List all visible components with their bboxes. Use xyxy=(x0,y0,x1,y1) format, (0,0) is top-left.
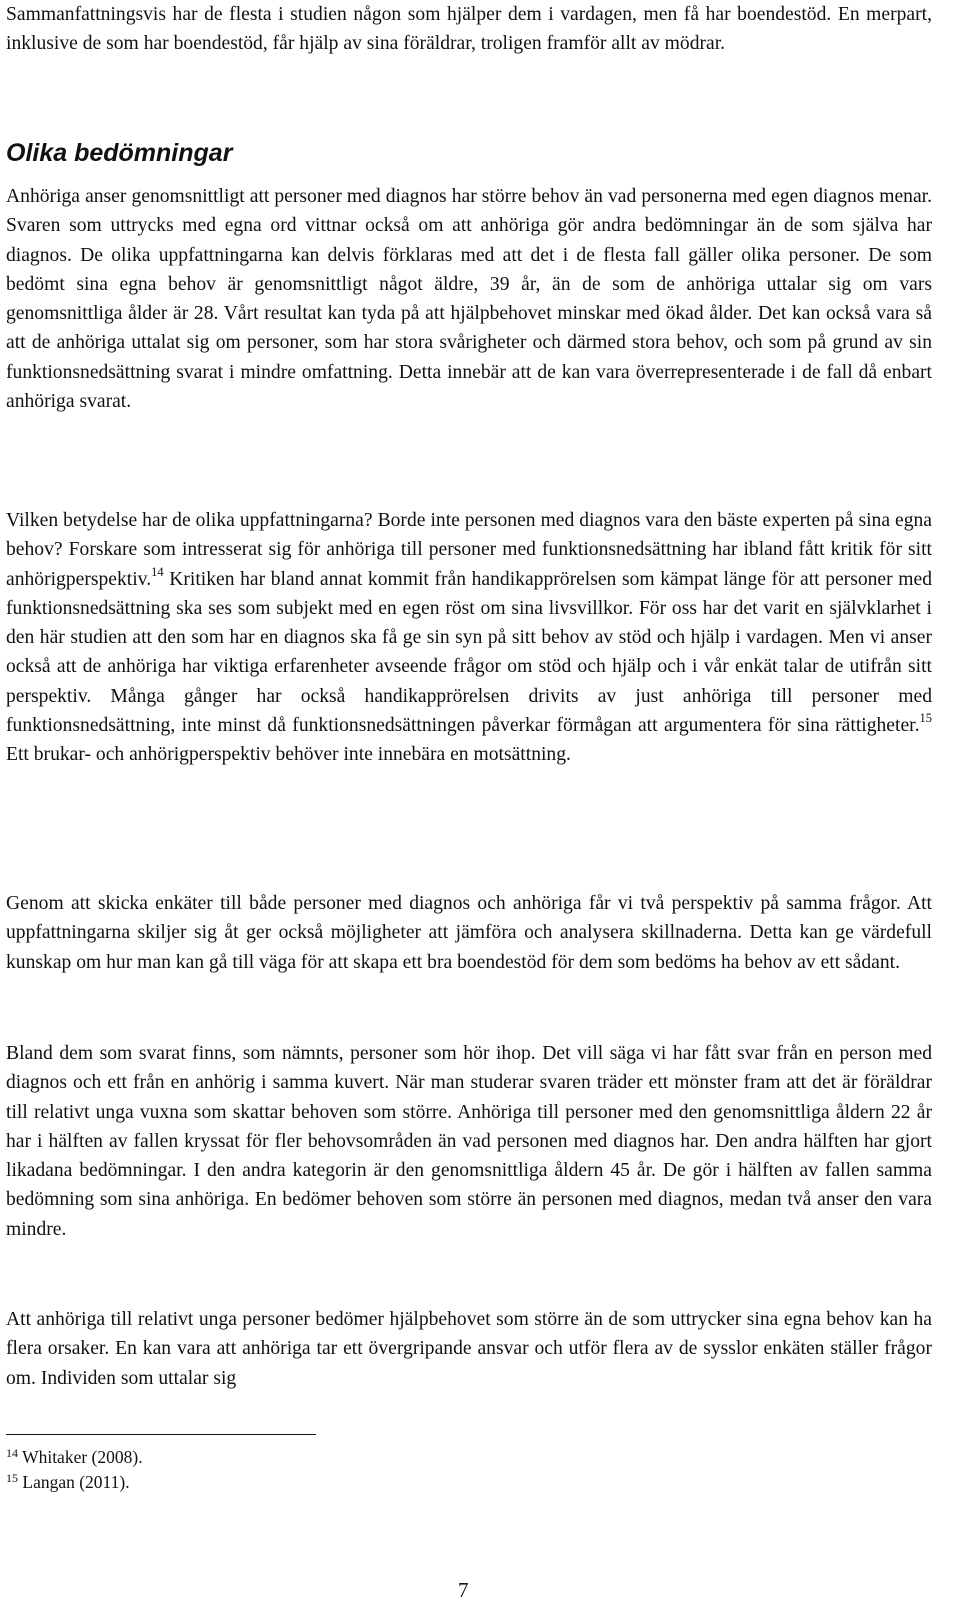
footnote-number: 15 xyxy=(6,1471,18,1485)
paragraph-young-persons: Att anhöriga till relativt unga personer bedömer hjälpbehovet som större än de som uttrycker sina egna behov kan ha flera orsaker. En kan vara att anhöriga tar ett övergripande ansvar och utför flera av de sysslor enkäten ställer frågor om. Individen som uttalar sig xyxy=(6,1309,932,1389)
footnote-text: Langan (2011). xyxy=(22,1472,130,1492)
paragraph-perspectives xyxy=(6,506,932,770)
paragraph-assessments: Anhöriga anser genomsnittligt att personer med diagnos har större behov än vad personerna med egen diagnos menar. Svaren som uttrycks med egna ord vittnar också om att anhöriga gör andra bedömningar än de som själva har diagnos. De olika uppfattningarna kan delvis förklaras med att det i de flesta fall gäller olika personer. De som bedömt sina egna behov är genomsnittligt något äldre, 39 år, än de som de anhöriga uttalar sig om vars genomsnittliga ålder är 28. Vårt resultat kan tyda på att hjälpbehovet minskar med ökad ålder. Det kan också vara så att de anhöriga uttalat sig om personer, som har stora svårigheter och därmed stora behov, och som på grund av sin funktionsnedsättning svarat i mindre omfattning. Detta innebär att de kan vara överrepresenterade i de fall då enbart anhöriga svarat. xyxy=(6,186,932,413)
footnote-text: Whitaker (2008). xyxy=(22,1447,143,1467)
page-number: 7 xyxy=(458,1578,469,1602)
footnote-reference: 15 xyxy=(919,711,932,726)
section-heading: Olika bedömningar xyxy=(6,139,233,167)
paragraph-pairs: Bland dem som svarat finns, som nämnts, personer som hör ihop. Det vill säga vi har fått svar från en person med diagnos och ett från en anhörig i samma kuvert. När man studerar svaren träder ett mönster fram att det är föräldrar till relativt unga vuxna som skattar behoven som större. Anhöriga till personer med den genomsnittliga åldern 22 år har i hälften av fallen kryssat för fler behovsområden än vad personen med diagnos har. Den andra hälften har gjort likadana bedömningar. I den andra kategorin är den genomsnittliga åldern 45 år. De gör i hälften av fallen samma bedömning som sina anhöriga. En bedömer behoven som större än personen med diagnos, medan två anser den vara mindre. xyxy=(6,1043,932,1240)
footnote-divider xyxy=(6,1434,316,1435)
paragraph-text: Ett brukar- och anhörigperspektiv behöver inte innebära en motsättning. xyxy=(6,744,571,766)
footnote-reference: 14 xyxy=(151,564,164,579)
paragraph-text: Kritiken har bland annat kommit från handikapprörelsen som kämpat länge för att personer med funktionsnedsättning ska ses som subjekt med en egen röst om sina livsvillkor. För oss har det varit en självklarhet i den här studien att den som har en diagnos ska få ge sin syn på sitt behov av stöd och hjälp i vardagen. Men vi anser också att de anhöriga har viktiga erfarenheter avseende frågor om stöd och hjälp och i vår enkät talar de utifrån sitt perspektiv. Många gånger har också handikapprörelsen drivits av just anhöriga till personer med funktionsnedsättning, inte minst då funktionsnedsättningen påverkar förmågan att argumentera för sina rättigheter. xyxy=(6,568,932,737)
footnote xyxy=(6,1471,130,1493)
paragraph-two-perspectives: Genom att skicka enkäter till både personer med diagnos och anhöriga får vi två perspektiv på samma frågor. Att uppfattningarna skiljer sig åt ger också möjligheter att jämföra och analysera skillnaderna. Detta kan ge värdefull kunskap om hur man kan gå till väga för att skapa ett bra boendestöd för dem som bedöms ha behov av ett sådant. xyxy=(6,893,932,973)
footnote xyxy=(6,1446,143,1468)
paragraph-summary: Sammanfattningsvis har de flesta i studien någon som hjälper dem i vardagen, men få har boendestöd. En merpart, inklusive de som har boendestöd, får hjälp av sina föräldrar, troligen framför allt av mödrar. xyxy=(6,4,932,55)
footnote-number: 14 xyxy=(6,1446,18,1460)
paragraph-text: Vilken betydelse har de olika uppfattningarna? Borde inte personen med diagnos vara den bäste experten på sina egna behov? Forskare som intresserat sig för anhöriga till personer med funktionsnedsättning har ibland fått kritik för sitt anhörigperspektiv. xyxy=(6,510,932,590)
